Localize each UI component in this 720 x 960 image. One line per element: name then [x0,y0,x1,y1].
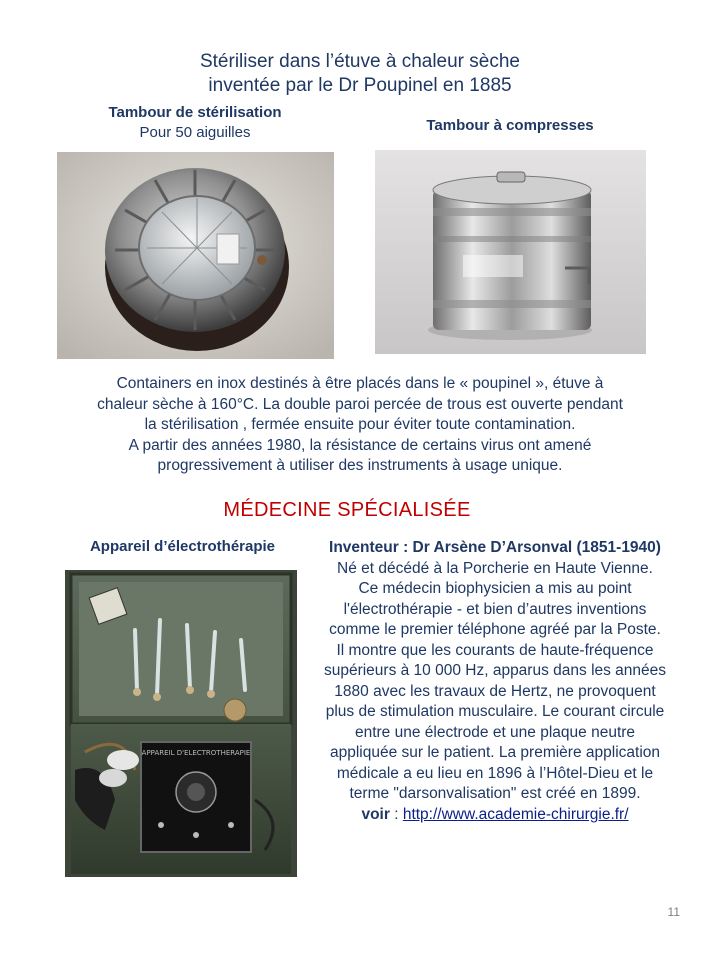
voir-separator: : [389,805,403,823]
inventor-line: l'électrothérapie - et bien d’autres inventions [343,600,647,618]
compress-drum-image [375,150,646,354]
left-caption-subtitle: Pour 50 aiguilles [139,124,251,141]
page-number: 11 [667,905,680,919]
inventor-line: médicale a eu lieu en 1896 à l’Hôtel-Dieu et le [336,764,654,782]
inventor-heading: Inventeur : Dr Arsène D’Arsonval (1851-1940) [329,539,661,556]
description-line: chaleur sèche à 160°C. La double paroi percée de trous est ouverte pendant [97,395,623,413]
sterilization-drum-image [57,152,334,359]
compress-drum-photo [375,150,646,354]
device-panel-label: APPAREIL D'ELECTROTHERAPIE [141,749,251,757]
description-line: progressivement à utiliser des instruments à usage unique. [157,457,563,474]
inventor-line: Il montre que les courants de haute-fréquence [336,641,654,659]
title-line-1: Stériliser dans l’étuve à chaleur sèche [199,51,520,72]
description-line: A partir des années 1980, la résistance de certains virus ont amené [128,436,592,454]
electrotherapy-device-photo [65,570,297,877]
section-heading: MÉDECINE SPÉCIALISÉE [223,499,471,521]
right-caption-title: Tambour à compresses [426,117,594,134]
inventor-line: Né et décédé à la Porcherie en Haute Vienne. [337,559,653,577]
inventor-block [305,538,685,825]
voir-line [305,805,685,826]
title-line-2: inventée par le Dr Poupinel en 1885 [208,75,512,96]
inventor-line: appliquée sur le patient. La première application [329,744,661,761]
sterilization-drum-photo [57,152,334,359]
inventor-line: plus de stimulation musculaire. Le courant circule [325,703,665,720]
left-caption [60,104,330,141]
voir-label: voir [361,805,390,823]
description-line: la stérilisation , fermée ensuite pour éviter toute contamination. [144,416,576,433]
description-paragraph [30,374,690,477]
device-caption: Appareil d’électrothérapie [89,538,276,555]
left-caption-title: Tambour de stérilisation [108,104,282,121]
electrotherapy-device-image [65,570,297,877]
description-line: Containers en inox destinés à être placés dans le « poupinel », étuve à [116,375,604,392]
page-title [0,50,720,98]
inventor-line: entre une électrode et une plaque neutre [354,723,636,741]
inventor-line: supérieurs à 10 000 Hz, apparus dans les années [323,662,667,679]
inventor-line: 1880 avec les travaux de Hertz, ne provoquent [334,682,656,700]
inventor-line: comme le premier téléphone agréé par la Poste. [329,621,661,638]
academie-chirurgie-link[interactable]: http://www.academie-chirurgie.fr/ [402,805,629,823]
inventor-line: terme "darsonvalisation" est créé en 1899. [349,785,641,802]
inventor-line: Ce médecin biophysicien a mis au point [358,580,632,597]
